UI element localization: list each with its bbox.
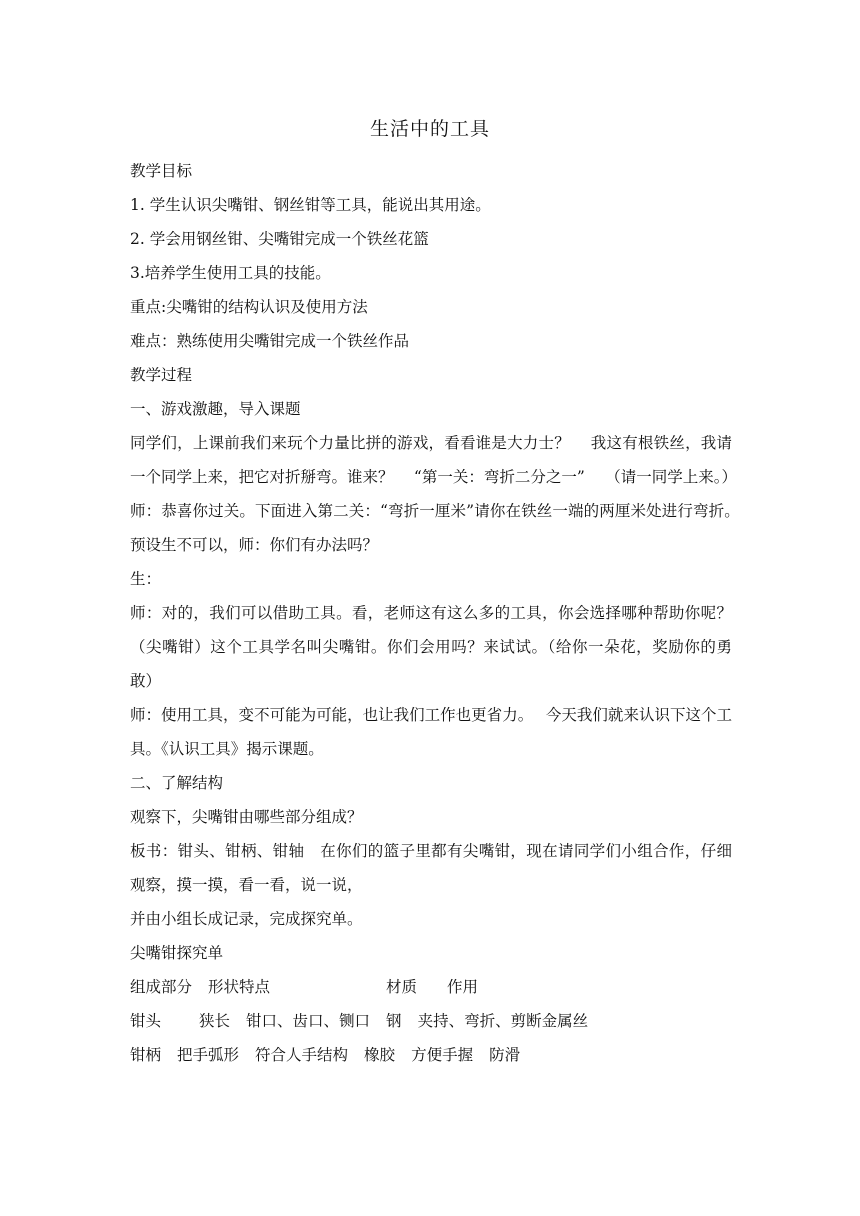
paragraph: 师：恭喜你过关。下面进入第二关：“弯折一厘米”请你在铁丝一端的两厘米处进行弯折。 预设生不可以，师：你们有办法吗？: [130, 502, 753, 554]
table-row: [130, 1038, 732, 1072]
paragraph: 生：: [130, 570, 162, 588]
table-cell: 橡胶: [364, 1046, 396, 1064]
goal-item: 1. 学生认识尖嘴钳、钢丝钳等工具，能说出其用途。: [130, 196, 491, 214]
table-cell: 作用: [447, 978, 479, 996]
table-cell: 钢: [386, 1012, 402, 1030]
goal-item: 3.培养学生使用工具的技能。: [130, 264, 331, 282]
table-cell: 符合人手结构: [255, 1046, 349, 1064]
table-cell: 形状特点: [208, 978, 271, 996]
table-cell: 狭长: [199, 1012, 231, 1030]
table-cell: 钳头: [130, 1012, 162, 1030]
paragraph: 并由小组长成记录，完成探究单。: [130, 910, 363, 928]
key-point: 重点:尖嘴钳的结构认识及使用方法: [130, 298, 368, 316]
table-cell: 方便手握: [411, 1046, 474, 1064]
process-heading: 教学过程: [130, 366, 193, 384]
paragraph: 板书：钳头、钳柄、钳轴 在你们的篮子里都有尖嘴钳，现在请同学们小组合作，仔细观察，摸一摸，看一看，说一说，: [130, 842, 732, 894]
document-title: 生活中的工具: [369, 118, 490, 140]
table-cell: 钳柄: [130, 1046, 162, 1064]
table-cell: 防滑: [489, 1046, 521, 1064]
document-body: [130, 154, 753, 1072]
worksheet-title: 尖嘴钳探究单: [130, 944, 224, 962]
goals-heading: 教学目标: [130, 162, 193, 180]
table-cell: 夹持、弯折、剪断金属丝: [417, 1012, 589, 1030]
table-row: [130, 1004, 732, 1038]
table-cell: 材质: [386, 978, 418, 996]
paragraph: 师：使用工具，变不可能为可能，也让我们工作也更省力。 今天我们就来认识下这个工具。《认识工具》揭示课题。: [130, 706, 732, 758]
paragraph: 观察下，尖嘴钳由哪些部分组成？: [130, 808, 363, 826]
section-heading: 一、游戏激趣，导入课题: [130, 400, 301, 418]
section-heading: 二、了解结构: [130, 774, 224, 792]
table-row: [130, 970, 732, 1004]
paragraph: 同学们，上课前我们来玩个力量比拼的游戏，看看谁是大力士？ 我这有根铁丝，我请一个同学上来，把它对折掰弯。谁来？ “第一关：弯折二分之一” （请一同学上来。）: [130, 434, 737, 486]
table-cell: 钳口、齿口、铡口: [246, 1012, 371, 1030]
difficulty-point: 难点：熟练使用尖嘴钳完成一个铁丝作品: [130, 332, 410, 350]
goal-item: 2. 学会用钢丝钳、尖嘴钳完成一个铁丝花篮: [130, 230, 429, 248]
paragraph: 师：对的，我们可以借助工具。看，老师这有这么多的工具，你会选择哪种帮助你呢？ （尖嘴钳）这个工具学名叫尖嘴钳。你们会用吗？来试试。（给你一朵花，奖励你的勇敢）: [130, 604, 753, 690]
table-cell: 把手弧形: [177, 1046, 240, 1064]
table-cell: 组成部分: [130, 978, 193, 996]
